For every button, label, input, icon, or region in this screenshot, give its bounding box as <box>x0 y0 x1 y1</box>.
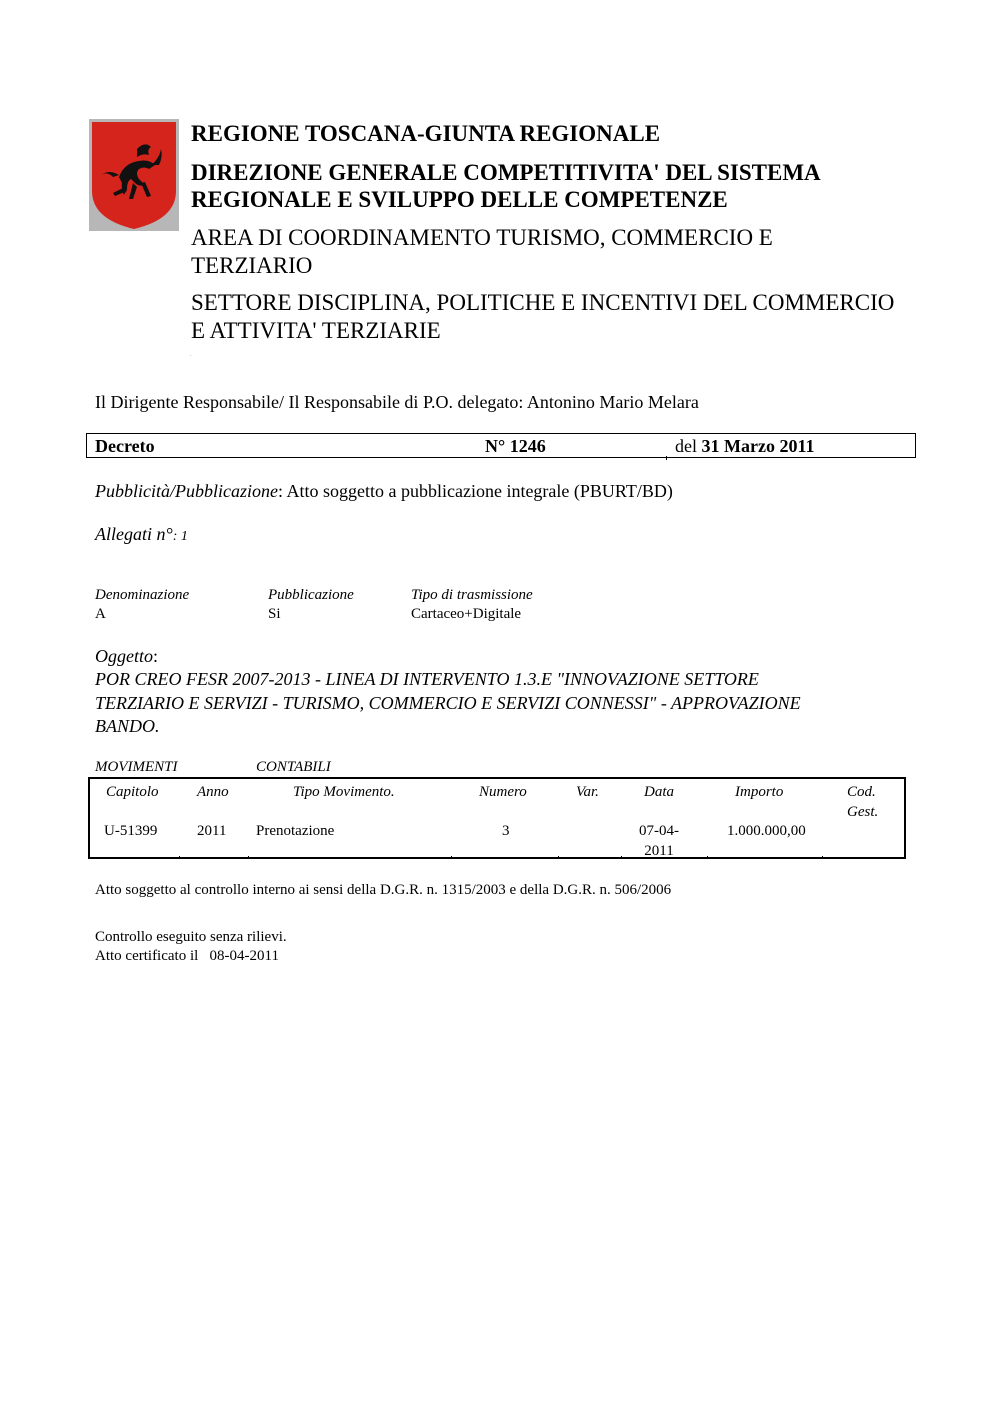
controllo-interno-note: Atto soggetto al controllo interno ai sensi della D.G.R. n. 1315/2003 e della D.G.R. n. 506/2006 <box>95 882 672 898</box>
pegasus-crest-icon <box>89 119 179 231</box>
movimenti-title: MOVIMENTI <box>95 759 178 775</box>
settore-line-2: E ATTIVITA' TERZIARIE <box>191 318 441 343</box>
column-tick <box>179 856 180 859</box>
oggetto-label <box>95 646 158 667</box>
cell-anno: 2011 <box>197 823 227 839</box>
controllo-esito: Controllo eseguito senza rilievi. <box>95 929 287 945</box>
movimenti-table <box>88 777 906 859</box>
area-line-1: AREA DI COORDINAMENTO TURISMO, COMMERCIO E <box>191 225 773 250</box>
column-tick <box>822 856 823 859</box>
col-header-numero: Numero <box>479 784 527 800</box>
allegati-line <box>95 524 188 545</box>
allegati-label: Allegati n° <box>95 524 173 544</box>
att-header-tipo: Tipo di trasmissione <box>411 587 533 603</box>
oggetto-line-2: TERZIARIO E SERVIZI - TURISMO, COMMERCIO E SERVIZI CONNESSI" - APPROVAZIONE <box>95 692 801 713</box>
stray-dot: . <box>190 352 192 358</box>
att-header-denominazione: Denominazione <box>95 587 190 603</box>
settore-title <box>191 289 894 345</box>
column-tick <box>621 856 622 859</box>
decreto-label: Decreto <box>95 436 155 456</box>
certificazione-date: Atto certificato il 08-04-2011 <box>95 948 279 964</box>
oggetto-label-text: Oggetto <box>95 646 153 666</box>
region-crest-logo <box>89 119 179 231</box>
area-line-2: TERZIARIO <box>191 253 313 278</box>
att-value-tipo: Cartaceo+Digitale <box>411 606 522 622</box>
oggetto-text <box>95 668 915 739</box>
col-header-cod <box>847 782 878 822</box>
oggetto-line-3: BANDO. <box>95 716 160 736</box>
pubblicazione-label: Pubblicità/Pubblicazione <box>95 481 278 501</box>
col-header-data: Data <box>644 784 674 800</box>
pubblicazione-line <box>95 481 673 502</box>
decreto-date-prefix: del <box>675 436 697 456</box>
cell-data-1: 07-04- <box>639 823 679 839</box>
col-header-anno: Anno <box>197 784 229 800</box>
column-tick <box>707 856 708 859</box>
cell-data-2: 2011 <box>644 843 674 859</box>
direzione-line-2: REGIONALE E SVILUPPO DELLE COMPETENZE <box>191 187 728 212</box>
contabili-title: CONTABILI <box>256 759 331 775</box>
col-header-cod-2: Gest. <box>847 804 879 820</box>
att-value-pubblicazione: Si <box>268 606 281 622</box>
column-tick <box>248 856 249 859</box>
allegati-value: : 1 <box>172 529 188 544</box>
decreto-date-value: 31 Marzo 2011 <box>701 436 815 456</box>
col-header-capitolo: Capitolo <box>106 784 159 800</box>
decreto-date <box>675 436 814 457</box>
oggetto-line-1: POR CREO FESR 2007-2013 - LINEA DI INTERVENTO 1.3.E "INNOVAZIONE SETTORE <box>95 669 759 689</box>
cell-tipo: Prenotazione <box>256 823 335 839</box>
col-header-var: Var. <box>576 784 599 800</box>
col-header-importo: Importo <box>735 784 784 800</box>
cell-capitolo: U-51399 <box>104 823 158 839</box>
column-tick <box>558 856 559 859</box>
pubblicazione-value: : Atto soggetto a pubblicazione integrale (PBURT/BD) <box>277 481 673 501</box>
decreto-number: N° 1246 <box>485 436 546 456</box>
dirigente-line: Il Dirigente Responsabile/ Il Responsabile di P.O. delegato: Antonino Mario Melara <box>95 392 699 412</box>
col-header-cod-1: Cod. <box>847 784 876 800</box>
direzione-generale-title <box>191 159 821 213</box>
col-header-tipo: Tipo Movimento. <box>293 784 395 800</box>
settore-line-1: SETTORE DISCIPLINA, POLITICHE E INCENTIVI DEL COMMERCIO <box>191 290 895 315</box>
cell-importo: 1.000.000,00 <box>727 823 806 839</box>
region-title: REGIONE TOSCANA-GIUNTA REGIONALE <box>191 121 661 146</box>
decreto-box <box>86 433 916 458</box>
column-tick <box>451 856 452 859</box>
att-header-pubblicazione: Pubblicazione <box>268 587 354 603</box>
att-value-denominazione: A <box>95 606 106 622</box>
cell-numero: 3 <box>502 823 510 839</box>
direzione-line-1: DIREZIONE GENERALE COMPETITIVITA' DEL SISTEMA <box>191 160 821 185</box>
cell-data <box>639 821 679 861</box>
decreto-separator <box>666 456 667 460</box>
area-coordinamento-title <box>191 224 773 280</box>
oggetto-colon: : <box>153 646 159 666</box>
